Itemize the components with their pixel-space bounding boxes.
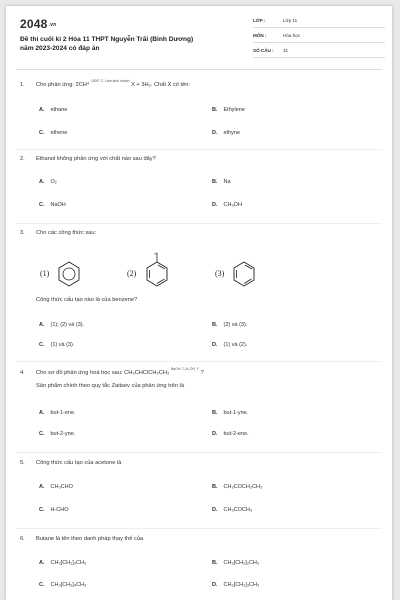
option-text: (1) và (2). [223, 342, 248, 348]
option-3c[interactable] [39, 342, 74, 348]
option-4c[interactable] [39, 431, 75, 437]
question-stem-line-2: Sản phẩm chính theo quy tắc Zaitsev của phản ứng trên là [36, 383, 184, 389]
page-header [6, 6, 392, 64]
option-1c[interactable] [39, 130, 67, 136]
benzene-ring-circle-icon [57, 261, 81, 287]
option-letter: A. [39, 410, 45, 416]
logo-text: 2048 [20, 17, 48, 31]
option-5c[interactable] [39, 507, 69, 513]
svg-text:H: H [154, 251, 158, 256]
option-letter: C. [39, 130, 45, 136]
option-letter: D. [212, 582, 218, 588]
option-2d[interactable] [212, 202, 242, 208]
logo-suffix: .vn [48, 21, 57, 28]
option-letter: D. [212, 342, 218, 348]
option-letter: D. [212, 130, 218, 136]
option-text: (1) và (3). [50, 342, 75, 348]
option-2c[interactable] [39, 202, 66, 208]
question-number: 3. [20, 230, 25, 236]
option-4b[interactable] [212, 410, 248, 416]
cyclohexatriene-hydrogen-icon [144, 251, 170, 287]
option-letter: A. [39, 179, 45, 185]
stem-part: ₂ [148, 82, 151, 88]
reaction-condition: 1500° C, Làm lạnh nhanh [90, 79, 130, 83]
structure-label: (1) [40, 269, 50, 278]
option-letter: D. [212, 202, 218, 208]
option-text: (2) và (3). [223, 322, 248, 328]
question-number: 4. [20, 370, 25, 376]
question-stem: Cho các công thức sau: [36, 230, 97, 236]
option-text: CH₃[CH₂]₂CH₃ [223, 560, 260, 566]
header-divider [16, 69, 382, 70]
exam-title [20, 35, 245, 53]
option-6d[interactable] [212, 582, 259, 588]
stem-part: Cho phản ứng: 2CH [36, 82, 87, 88]
meta-count [253, 46, 385, 58]
option-text: but-1-ene. [50, 410, 76, 416]
option-letter: B. [212, 322, 218, 328]
question-sub-stem: Công thức cấu tạo nào là của benzene? [36, 297, 138, 303]
question-separator [16, 528, 382, 529]
option-1b[interactable] [212, 107, 245, 113]
option-text: NaOH [50, 202, 66, 208]
option-1d[interactable] [212, 130, 240, 136]
exam-page [6, 6, 392, 600]
meta-count-key: SỐ CÂU : [253, 48, 274, 53]
reaction-condition: NaOH, C₂H₅OH, t° [170, 367, 199, 371]
option-letter: C. [39, 582, 45, 588]
option-letter: A. [39, 560, 45, 566]
meta-class-key: LỚP : [253, 18, 266, 23]
option-text: CH₃[CH₂]₃CH₃ [223, 582, 260, 588]
question-number: 1. [20, 82, 25, 88]
option-text: (1); (2) và (3). [50, 322, 85, 328]
option-3a[interactable] [39, 322, 84, 328]
meta-class-value: Lớp 11 [283, 18, 298, 23]
question-number: 2. [20, 156, 25, 162]
option-letter: C. [39, 202, 45, 208]
option-text: CH₃[CH₂]₄CH₃ [50, 582, 87, 588]
option-text: ethyne [223, 130, 241, 136]
meta-subject-value: Hóa học [283, 33, 301, 38]
option-letter: B. [212, 107, 218, 113]
option-text: Na [223, 179, 231, 185]
exam-title-line-2: năm 2023-2024 có đáp án [20, 45, 100, 52]
option-5d[interactable] [212, 507, 252, 513]
meta-class [253, 16, 385, 28]
option-letter: B. [212, 179, 218, 185]
option-letter: B. [212, 410, 218, 416]
option-text: H-CHO [50, 507, 69, 513]
option-text: O₂ [50, 179, 57, 185]
kekule-benzene-icon [232, 261, 256, 287]
option-letter: A. [39, 322, 45, 328]
option-5b[interactable] [212, 484, 262, 490]
stem-part: Cho sơ đồ phản ứng hoá học sau: CH₃CHClCH₂CH₃ [36, 370, 170, 376]
question-stem: Công thức cấu tạo của acetone là [36, 460, 122, 466]
option-letter: A. [39, 107, 45, 113]
option-letter: D. [212, 431, 218, 437]
option-letter: D. [212, 507, 218, 513]
option-text: CH₃OH [223, 202, 242, 208]
question-separator [16, 452, 382, 453]
option-text: CH₃[CH₂]₃CH₃ [50, 560, 87, 566]
option-letter: C. [39, 507, 45, 513]
option-4d[interactable] [212, 431, 249, 437]
meta-count-value: 31 [283, 48, 289, 53]
stem-part: ? [200, 370, 204, 376]
option-5a[interactable] [39, 484, 73, 490]
option-6a[interactable] [39, 560, 86, 566]
option-text: CH₃COCH₂CH₃ [223, 484, 263, 490]
structure-label: (3) [215, 269, 225, 278]
option-text: but-2-ene. [223, 431, 249, 437]
option-letter: B. [212, 560, 218, 566]
question-stem: Butane là tên theo danh pháp thay thế của [36, 536, 144, 542]
question-stem: Ethanol không phản ứng với chất nào sau đây? [36, 156, 156, 162]
option-letter: A. [39, 484, 45, 490]
question-number: 6. [20, 536, 25, 542]
option-1a[interactable] [39, 107, 67, 113]
option-text: ethane [50, 107, 68, 113]
option-2a[interactable] [39, 179, 57, 185]
option-text: CH₃COCH₃ [223, 507, 253, 513]
meta-subject [253, 31, 385, 43]
option-text: but-1-yne. [223, 410, 249, 416]
exam-title-line-1: Đề thi cuối kì 2 Hóa 11 THPT Nguyễn Trãi (Bình Dương) [20, 36, 194, 43]
question-separator [16, 361, 382, 362]
option-text: Ethylene [223, 107, 245, 113]
option-6c[interactable] [39, 582, 86, 588]
stem-part: ⁴ [86, 82, 90, 88]
question-separator [16, 149, 382, 150]
site-logo[interactable] [20, 17, 56, 31]
stem-part: . Chất X có tên: [150, 82, 191, 88]
option-3d[interactable] [212, 342, 247, 348]
option-3b[interactable] [212, 322, 247, 328]
option-6b[interactable] [212, 560, 259, 566]
option-text: CH₃CHO [50, 484, 73, 490]
option-2b[interactable] [212, 179, 231, 185]
option-letter: C. [39, 342, 45, 348]
meta-subject-key: MÔN : [253, 33, 267, 38]
option-letter: C. [39, 431, 45, 437]
option-letter: B. [212, 484, 218, 490]
option-4a[interactable] [39, 410, 76, 416]
question-stem [36, 367, 204, 376]
option-text: ethene [50, 130, 68, 136]
question-number: 5. [20, 460, 25, 466]
stem-part: X + 3H [131, 82, 149, 88]
question-separator [16, 223, 382, 224]
structure-label: (2) [127, 269, 137, 278]
option-text: but-2-yne. [50, 431, 76, 437]
